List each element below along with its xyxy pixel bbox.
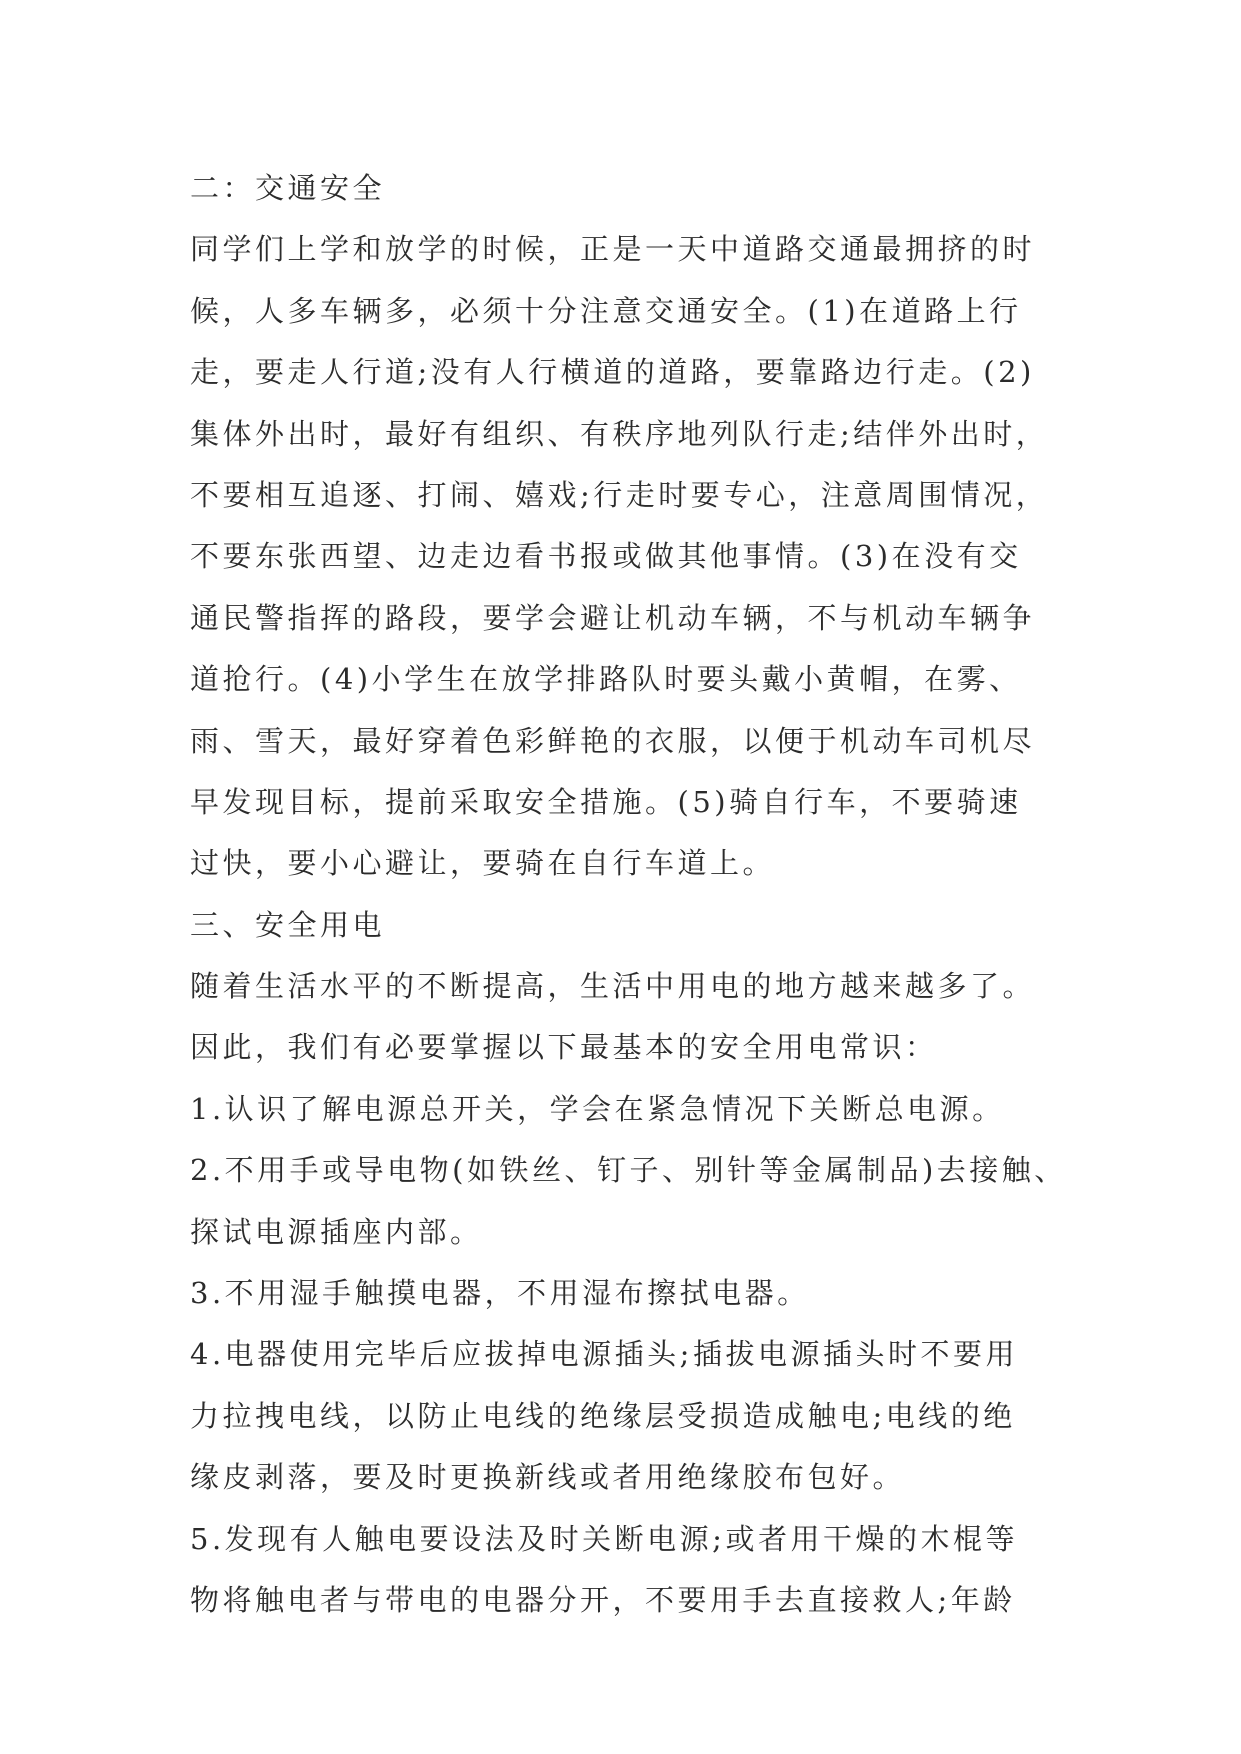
paragraph-line: 不要相互追逐、打闹、嬉戏;行走时要专心，注意周围情况， bbox=[190, 477, 1049, 512]
list-item-1: 1.认识了解电源总开关，学会在紧急情况下关断总电源。 bbox=[190, 1091, 1005, 1126]
list-item-2-continued: 探试电源插座内部。 bbox=[190, 1214, 483, 1249]
section-heading-traffic-safety: 二：交通安全 bbox=[190, 171, 386, 205]
document-body bbox=[190, 158, 1067, 1631]
paragraph-line: 随着生活水平的不断提高，生活中用电的地方越来越多了。 bbox=[190, 969, 1036, 1004]
paragraph-line: 集体外出时，最好有组织、有秩序地列队行走;结伴外出时， bbox=[190, 416, 1049, 451]
paragraph-line: 候，人多车辆多，必须十分注意交通安全。(1)在道路上行 bbox=[190, 293, 1022, 328]
list-item-5-continued: 物将触电者与带电的电器分开，不要用手去直接救人;年龄 bbox=[190, 1582, 1016, 1617]
paragraph-line: 过快，要小心避让，要骑在自行车道上。 bbox=[190, 846, 776, 881]
list-item-4-continued: 缘皮剥落，要及时更换新线或者用绝缘胶布包好。 bbox=[190, 1460, 906, 1495]
paragraph-line: 不要东张西望、边走边看书报或做其他事情。(3)在没有交 bbox=[190, 539, 1022, 574]
list-item-4-continued: 力拉拽电线，以防止电线的绝缘层受损造成触电;电线的绝 bbox=[190, 1398, 1016, 1433]
paragraph-line: 早发现目标，提前采取安全措施。(5)骑自行车，不要骑速 bbox=[190, 784, 1022, 819]
list-item-3: 3.不用湿手触摸电器，不用湿布擦拭电器。 bbox=[190, 1276, 810, 1311]
paragraph-line: 道抢行。(4)小学生在放学排路队时要头戴小黄帽，在雾、 bbox=[190, 662, 1022, 697]
list-item-5: 5.发现有人触电要设法及时关断电源;或者用干燥的木棍等 bbox=[190, 1521, 1018, 1556]
paragraph-line: 通民警指挥的路段，要学会避让机动车辆，不与机动车辆争 bbox=[190, 600, 1036, 635]
paragraph-line: 雨、雪天，最好穿着色彩鲜艳的衣服，以便于机动车司机尽 bbox=[190, 723, 1036, 758]
section-heading-electrical-safety: 三、安全用电 bbox=[190, 907, 386, 942]
paragraph-line: 走，要走人行道;没有人行横道的道路，要靠路边行走。(2) bbox=[190, 355, 1035, 390]
paragraph-line: 因此，我们有必要掌握以下最基本的安全用电常识： bbox=[190, 1030, 938, 1065]
list-item-4: 4.电器使用完毕后应拔掉电源插头;插拔电源插头时不要用 bbox=[190, 1337, 1018, 1372]
list-item-2: 2.不用手或导电物(如铁丝、钉子、别针等金属制品)去接触、 bbox=[190, 1153, 1067, 1188]
paragraph-line: 同学们上学和放学的时候，正是一天中道路交通最拥挤的时 bbox=[190, 232, 1036, 267]
